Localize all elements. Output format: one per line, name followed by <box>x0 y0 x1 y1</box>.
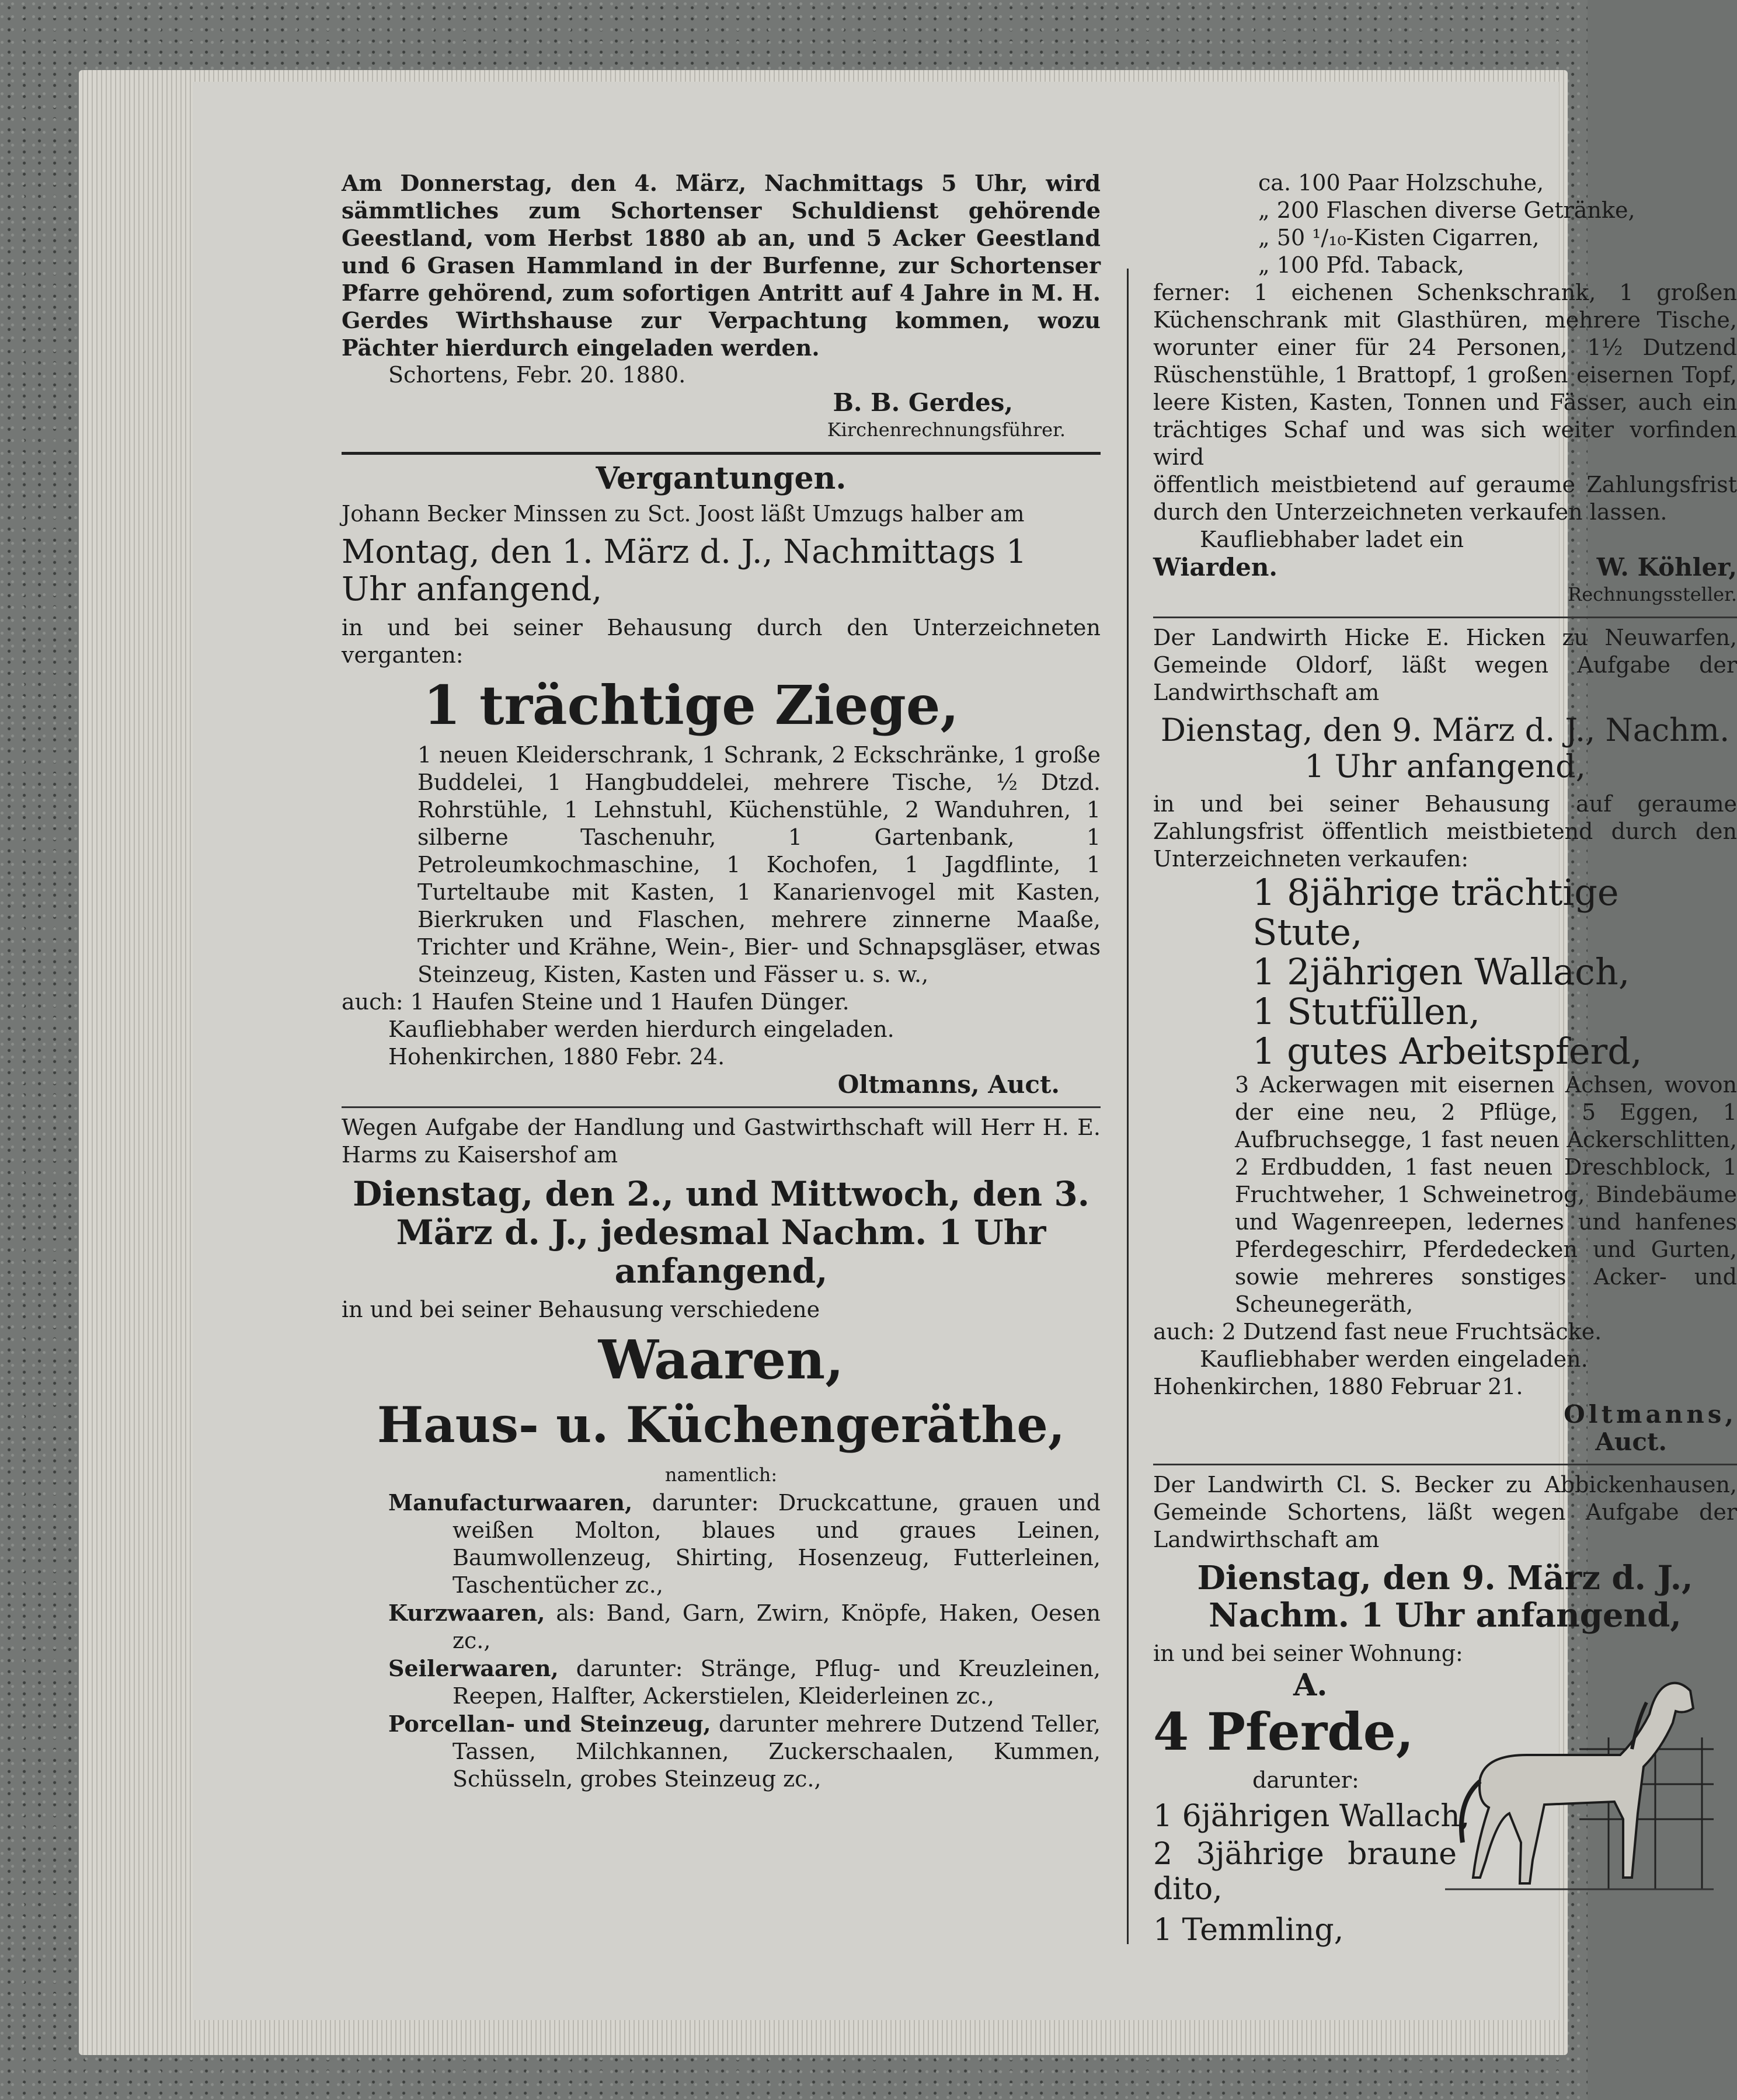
section-rule <box>342 452 1101 455</box>
hicken-more: 3 Ackerwagen mit eisernen Achsen, wovon der eine neu, 2 Pflüge, 5 Eggen, 1 Aufbruchsegge, 1 fast neuen Ackerschlitten, 2 Erdbudden, 1 fast neuen Dreschblock, 1 Fruchtweher, 1 Schweinetrog, Bindebäume und Wagenreepen, ledernes und hanfenes Pferdegeschirr, Pferdedecken und Gurten, sowie mehreres sonstiges Acker- und Scheunegeräth, <box>1235 1072 1737 1317</box>
category-label: Manufacturwaaren, <box>388 1489 633 1516</box>
hicken-signer-role: Auct. <box>1595 1427 1667 1456</box>
newspaper-page <box>193 82 1737 2020</box>
vergantung-date: Montag, den 1. März d. J., Nachmittags 1 Uhr anfangend, <box>342 533 1027 608</box>
ad-hicken-auction <box>1153 624 1737 1455</box>
koehler-place: Wiarden. <box>1153 553 1277 581</box>
ad-koehler-continued <box>1153 169 1737 608</box>
hicken-signer: Oltmanns, <box>1564 1400 1737 1429</box>
harms-intro: Wegen Aufgabe der Handlung und Gastwirthschaft will Herr H. E. Harms zu Kaisershof am <box>342 1115 1101 1168</box>
section-rule <box>1153 1464 1737 1465</box>
lease-place-date: Schortens, Febr. 20. 1880. <box>388 362 686 388</box>
harms-category <box>342 1489 1101 1599</box>
hicken-also: auch: 2 Dutzend fast neue Fruchtsäcke. <box>1153 1319 1602 1345</box>
harms-title-waaren: Waaren, <box>598 1328 844 1391</box>
ad-becker-auction <box>1153 1471 1737 1971</box>
harms-category <box>342 1710 1101 1793</box>
category-text: als: Band, Garn, Zwirn, Knöpfe, Haken, Oesen zc., <box>452 1600 1101 1653</box>
vergantung-intro: Johann Becker Minssen zu Sct. Joost läßt Umzugs halber am <box>342 501 1025 527</box>
hicken-place: in und bei seiner Behausung auf geraume Zahlungsfrist öffentlich meistbietend durch den Unterzeichneten verkaufen: <box>1153 791 1737 872</box>
horse-tail <box>1461 1781 1480 1843</box>
becker-item: 1 6jährigen Wallach, <box>1153 1799 1470 1834</box>
right-column <box>1153 169 1737 1971</box>
section-rule <box>1153 617 1737 618</box>
hicken-place-date: Hohenkirchen, 1880 Februar 21. <box>1153 1374 1523 1399</box>
koehler-signature-row <box>1153 553 1737 581</box>
column-divider <box>1127 269 1129 1944</box>
harms-namely: namentlich: <box>664 1464 778 1486</box>
vergantung-place-date: Hohenkirchen, 1880 Febr. 24. <box>388 1044 725 1070</box>
vergantung-signer: Oltmanns, Auct. <box>837 1070 1060 1099</box>
category-label: Kurzwaaren, <box>388 1600 545 1626</box>
category-label: Seilerwaaren, <box>388 1655 559 1681</box>
category-text: darunter mehrere Dutzend Teller, Tassen, Milchkannen, Zuckerschaalen, Kummen, Schüsseln, grobes Steinzeug zc., <box>452 1711 1101 1792</box>
vergantung-invite: Kaufliebhaber werden hierdurch eingeladen. <box>388 1016 894 1042</box>
category-text: darunter: Stränge, Pflug- und Kreuzleinen, Reepen, Halfter, Ackerstielen, Kleiderleinen zc., <box>452 1656 1101 1709</box>
lease-signer: B. B. Gerdes, <box>833 388 1013 417</box>
vergantung-items: 1 neuen Kleiderschrank, 1 Schrank, 2 Eckschränke, 1 große Buddelei, 1 Hangbuddelei, mehrere Tische, ½ Dtzd. Rohrstühle, 1 Lehnstuhl, Küchenstühle, 2 Wanduhren, 1 silberne Taschenuhr, 1 Gartenbank, 1 Petroleumkochmaschine, 1 Kochofen, 1 Jagdflinte, 1 Turteltaube mit Kasten, 1 Kanarienvogel mit Kasten, Bierkruken und Flaschen, mehrere zinnerne Maaße, Trichter und Krähne, Wein-, Bier- und Schnapsgläser, etwas Steinzeug, Kisten, Kasten und Fässer u. s. w., <box>417 742 1101 987</box>
horse-section <box>1153 1667 1737 1971</box>
becker-title: 4 Pferde, <box>1153 1701 1414 1762</box>
vergantung-main-item: 1 trächtige Ziege, <box>423 674 959 737</box>
harms-title-geraethe: Haus- u. Küchengeräthe, <box>377 1396 1066 1454</box>
hicken-invite: Kaufliebhaber werden eingeladen. <box>1200 1346 1588 1372</box>
ad-harms-auction <box>342 1114 1101 1793</box>
hicken-intro: Der Landwirth Hicke E. Hicken zu Neuwarfen, Gemeinde Oldorf, läßt wegen Aufgabe der Landwirthschaft am <box>1153 625 1737 705</box>
koehler-sale: öffentlich meistbietend auf geraume Zahlungsfrist durch den Unterzeichneten verkaufen lassen. <box>1153 472 1737 525</box>
becker-sub: darunter: <box>1252 1767 1359 1793</box>
vergantung-also: auch: 1 Haufen Steine und 1 Haufen Dünger. <box>342 989 850 1015</box>
becker-item: 2 3jährige braune dito, <box>1153 1837 1457 1907</box>
koehler-line: ca. 100 Paar Holzschuhe, <box>1258 170 1544 196</box>
harms-place: in und bei seiner Behausung verschiedene <box>342 1297 820 1322</box>
koehler-line: „ 50 ¹/₁₀-Kisten Cigarren, <box>1258 225 1540 250</box>
category-text: darunter: Druckcattune, grauen und weißen Molton, blaues und graues Leinen, Baumwollenzeug, Shirting, Hosenzeug, Futterleinen, Taschentücher zc., <box>452 1490 1101 1598</box>
left-column <box>342 169 1101 1793</box>
becker-section-letter: A. <box>1293 1667 1328 1703</box>
vergantung-place: in und bei seiner Behausung durch den Unterzeichneten verganten: <box>342 615 1101 668</box>
becker-date: Dienstag, den 9. März d. J., Nachm. 1 Uhr anfangend, <box>1197 1559 1693 1635</box>
lease-signer-role: Kirchenrechnungsführer. <box>827 419 1066 441</box>
koehler-line: „ 100 Pfd. Taback, <box>1258 252 1464 278</box>
horse-illustration <box>1445 1667 1714 1901</box>
becker-intro: Der Landwirth Cl. S. Becker zu Abbickenhausen, Gemeinde Schortens, läßt wegen Aufgabe der Landwirthschaft am <box>1153 1472 1737 1552</box>
vergantungen-heading: Vergantungen. <box>596 461 847 496</box>
hicken-date: Dienstag, den 9. März d. J., Nachm. 1 Uhr anfangend, <box>1160 712 1730 785</box>
koehler-invite: Kaufliebhaber ladet ein <box>1200 527 1464 552</box>
koehler-signer: W. Köhler, <box>1596 553 1737 581</box>
becker-place: in und bei seiner Wohnung: <box>1153 1641 1463 1666</box>
section-rule <box>342 1106 1101 1108</box>
harms-category <box>342 1599 1101 1655</box>
koehler-signer-role: Rechnungssteller. <box>1568 583 1737 605</box>
harms-category <box>342 1655 1101 1710</box>
hicken-item: 1 Stutfüllen, <box>1252 990 1481 1033</box>
hicken-item: 1 2jährigen Wallach, <box>1252 950 1630 993</box>
ad-vergantungen <box>342 461 1101 1098</box>
category-label: Porcellan- und Steinzeug, <box>388 1711 711 1737</box>
becker-item: 1 Temmling, <box>1153 1913 1344 1948</box>
koehler-line: „ 200 Flaschen diverse Getränke, <box>1258 197 1635 223</box>
harms-date: Dienstag, den 2., und Mittwoch, den 3. März d. J., jedesmal Nachm. 1 Uhr anfangend, <box>353 1174 1089 1291</box>
hicken-item: 1 8jährige trächtige Stute, <box>1252 871 1619 953</box>
lease-text: Am Donnerstag, den 4. März, Nachmittags 5 Uhr, wird sämmtliches zum Schortenser Schuldienst gehörende Geestland, vom Herbst 1880 ab an, und 5 Acker Geestland und 6 Grasen Hammland in der Burfenne, zur Schortenser Pfarre gehörend, zum sofortigen Antritt auf 4 Jahre in M. H. Gerdes Wirthshause zur Verpachtung kommen, wozu Pächter hierdurch eingeladen werden. <box>342 170 1101 361</box>
hicken-item: 1 gutes Arbeitspferd, <box>1252 1030 1642 1072</box>
horse-body <box>1473 1683 1693 1883</box>
koehler-further: ferner: 1 eichenen Schenkschrank, 1 großen Küchenschrank mit Glasthüren, mehrere Tische, worunter einer für 24 Personen, 1½ Dutzend Rüschenstühle, 1 Brattopf, 1 großen eisernen Topf, leere Kisten, Kasten, Tonnen und Fässer, auch ein trächtiges Schaf und was sich weiter vorfinden wird <box>1153 280 1737 470</box>
ad-lease-notice <box>342 169 1101 444</box>
